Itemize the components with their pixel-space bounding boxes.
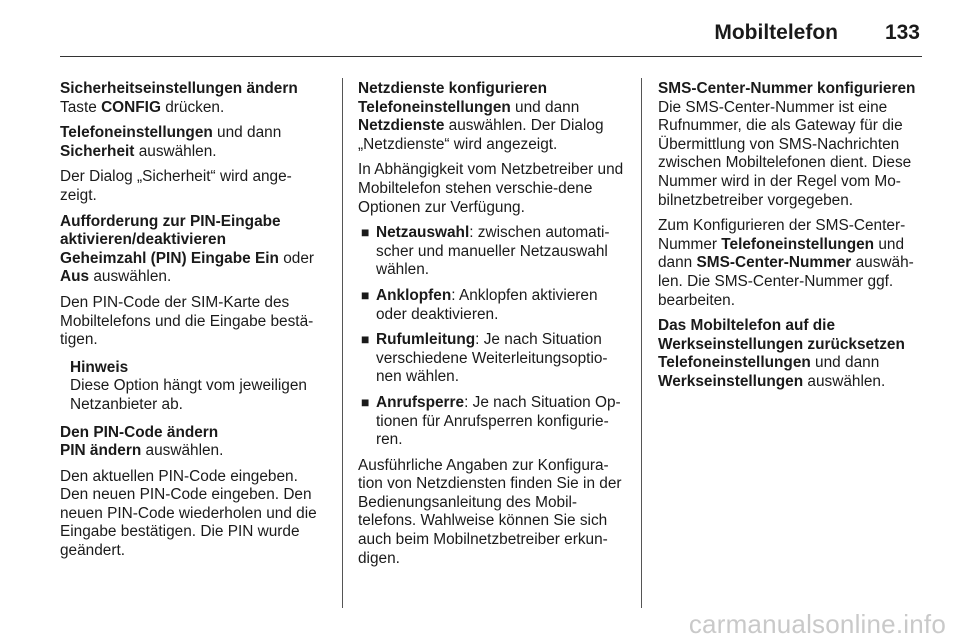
- paragraph: Ausführliche Angaben zur Konfigura-tion von Netzdiensten finden Sie in der Bedienungsanleitung des Mobil-telefons. Wahlweise können Sie sich auch beim Mobilnetzbetreiber erkun-digen.: [358, 456, 622, 567]
- bullet-icon: ■: [361, 286, 370, 303]
- watermark: carmanualsonline.info: [688, 609, 946, 639]
- section-heading-pin-prompt: Aufforderung zur PIN-Eingabe aktivieren/deaktivieren: [60, 212, 281, 249]
- paragraph: In Abhängigkeit vom Netzbetreiber und Mobiltelefon stehen verschie-dene Optionen zur Verfügung.: [358, 161, 624, 216]
- section-heading-factory-reset: Das Mobiltelefon auf die Werkseinstellungen zurücksetzen: [658, 317, 905, 353]
- list-item: ■ Anklopfen: Anklopfen aktivieren oder deaktivieren.: [361, 286, 598, 323]
- paragraph: Den PIN-Code der SIM-Karte des Mobiltelefons und die Eingabe bestä-tigen.: [60, 293, 314, 349]
- paragraph: Die SMS-Center-Nummer ist eine Rufnummer, die als Gateway für die Übermittlung von SMS-Nachrichten zwischen Mobiltelefonen dient. Diese Nummer wird in der Regel vom Mo-bilnetzbetreiber vorgegeben.: [658, 98, 912, 209]
- note-title: Hinweis: [70, 358, 129, 376]
- note-box: [70, 359, 328, 415]
- paragraph: Telefoneinstellungen und dann Sicherheit auswählen.: [60, 124, 282, 160]
- page-header: [60, 14, 922, 57]
- section-heading-pin-change: Den PIN-Code ändern: [60, 423, 219, 441]
- column-3: [658, 80, 924, 399]
- list-item: ■ Anrufsperre: Je nach Situation Op-tionen für Anrufsperren konfigurie-ren.: [361, 393, 621, 449]
- column-divider: [641, 78, 642, 608]
- option-list: [358, 224, 626, 450]
- section-heading-sms-center: SMS-Center-Nummer konfigurieren: [658, 80, 916, 97]
- column-1: [60, 80, 328, 568]
- bullet-icon: ■: [361, 224, 370, 241]
- paragraph: Telefoneinstellungen und dann Netzdienste auswählen. Der Dialog „Netzdienste“ wird angezeigt.: [358, 98, 604, 153]
- paragraph: Der Dialog „Sicherheit“ wird ange-zeigt.: [60, 168, 292, 204]
- paragraph: Telefoneinstellungen und dann Werkseinstellungen auswählen.: [658, 354, 886, 390]
- section-heading-security: Sicherheitseinstellungen ändern: [60, 80, 298, 97]
- list-item: ■ Rufumleitung: Je nach Situation verschiedene Weiterleitungsoptio-nen wählen.: [361, 331, 608, 386]
- paragraph: PIN ändern auswählen.: [60, 442, 224, 460]
- column-2: [358, 80, 626, 575]
- paragraph: Taste CONFIG drücken.: [60, 98, 225, 116]
- section-heading-network: Netzdienste konfigurieren: [358, 80, 547, 97]
- page-number: 133: [884, 21, 920, 44]
- paragraph: Geheimzahl (PIN) Eingabe Ein oder Aus auswählen.: [60, 249, 315, 286]
- paragraph: Zum Konfigurieren der SMS-Center-Nummer Telefoneinstellungen und dann SMS-Center-Nummer auswäh-len. Die SMS-Center-Nummer ggf. bearbeiten.: [658, 217, 914, 309]
- note-text: Diese Option hängt vom jeweiligen Netzanbieter ab.: [70, 377, 307, 413]
- bullet-icon: ■: [361, 393, 370, 410]
- list-item: ■ Netzauswahl: zwischen automati-scher und manueller Netzauswahl wählen.: [361, 224, 610, 279]
- paragraph: Den aktuellen PIN-Code eingeben. Den neuen PIN-Code eingeben. Den neuen PIN-Code wiederholen und die Eingabe bestätigen. Die PIN wurde geändert.: [60, 467, 317, 560]
- bullet-icon: ■: [361, 331, 370, 348]
- column-divider: [342, 78, 343, 608]
- page-title: Mobiltelefon: [714, 21, 838, 44]
